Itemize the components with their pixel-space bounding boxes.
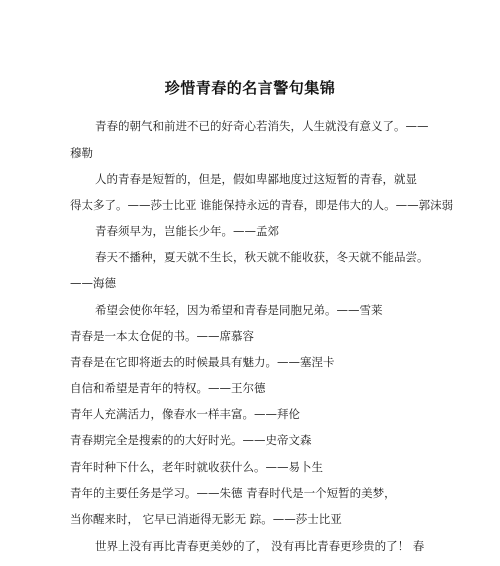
page-bottom-fade [0, 556, 500, 566]
quote-line: 青年的主要任务是学习。——朱德 青春时代是一个短暂的美梦， [70, 486, 396, 500]
quote-line: 青年时种下什么，老年时就收获什么。——易卜生 [70, 460, 323, 474]
quote-line: 得太多了。——莎士比亚 谁能保持永远的青春，即是伟大的人。——郭沫弱 [70, 198, 454, 212]
quote-line: 青年人充满活力，像春水一样丰富。——拜伦 [70, 407, 300, 421]
quote-line: ——海德 [70, 276, 116, 290]
quote-line: 人的青春是短暂的，但是，假如卑鄙地度过这短暂的青春，就显 [95, 172, 417, 186]
quote-line: 希望会使你年轻，因为希望和青春是同胞兄弟。——雪莱 [95, 303, 383, 317]
document-title: 珍惜青春的名言警句集锦 [164, 79, 336, 97]
quote-line: 当你醒来时， 它早已消逝得无影无 踪。——莎士比亚 [70, 512, 342, 526]
quote-line: 青春须早为，岂能长少年。——孟郊 [95, 224, 279, 238]
quote-line: 世界上没有再比青春更美妙的了， 没有再比青春更珍贵的了！ 春 [95, 539, 425, 553]
quote-line: 青春期完全是搜索的的大好时光。——史帝文森 [70, 433, 312, 447]
quote-line: 青春是在它即将逝去的时候最具有魅力。——塞涅卡 [70, 355, 335, 369]
quote-line: 穆勒 [70, 146, 93, 160]
quote-line: 青春是一本太仓促的书。——席慕容 [70, 329, 254, 343]
quote-line: 自信和希望是青年的特权。——王尔德 [70, 381, 266, 395]
quote-line: 春天不播种，夏天就不生长，秋天就不能收获，冬天就不能品尝。 [95, 250, 429, 264]
quote-line: 青春的朝气和前进不已的好奇心若消失，人生就没有意义了。—— [95, 119, 429, 133]
